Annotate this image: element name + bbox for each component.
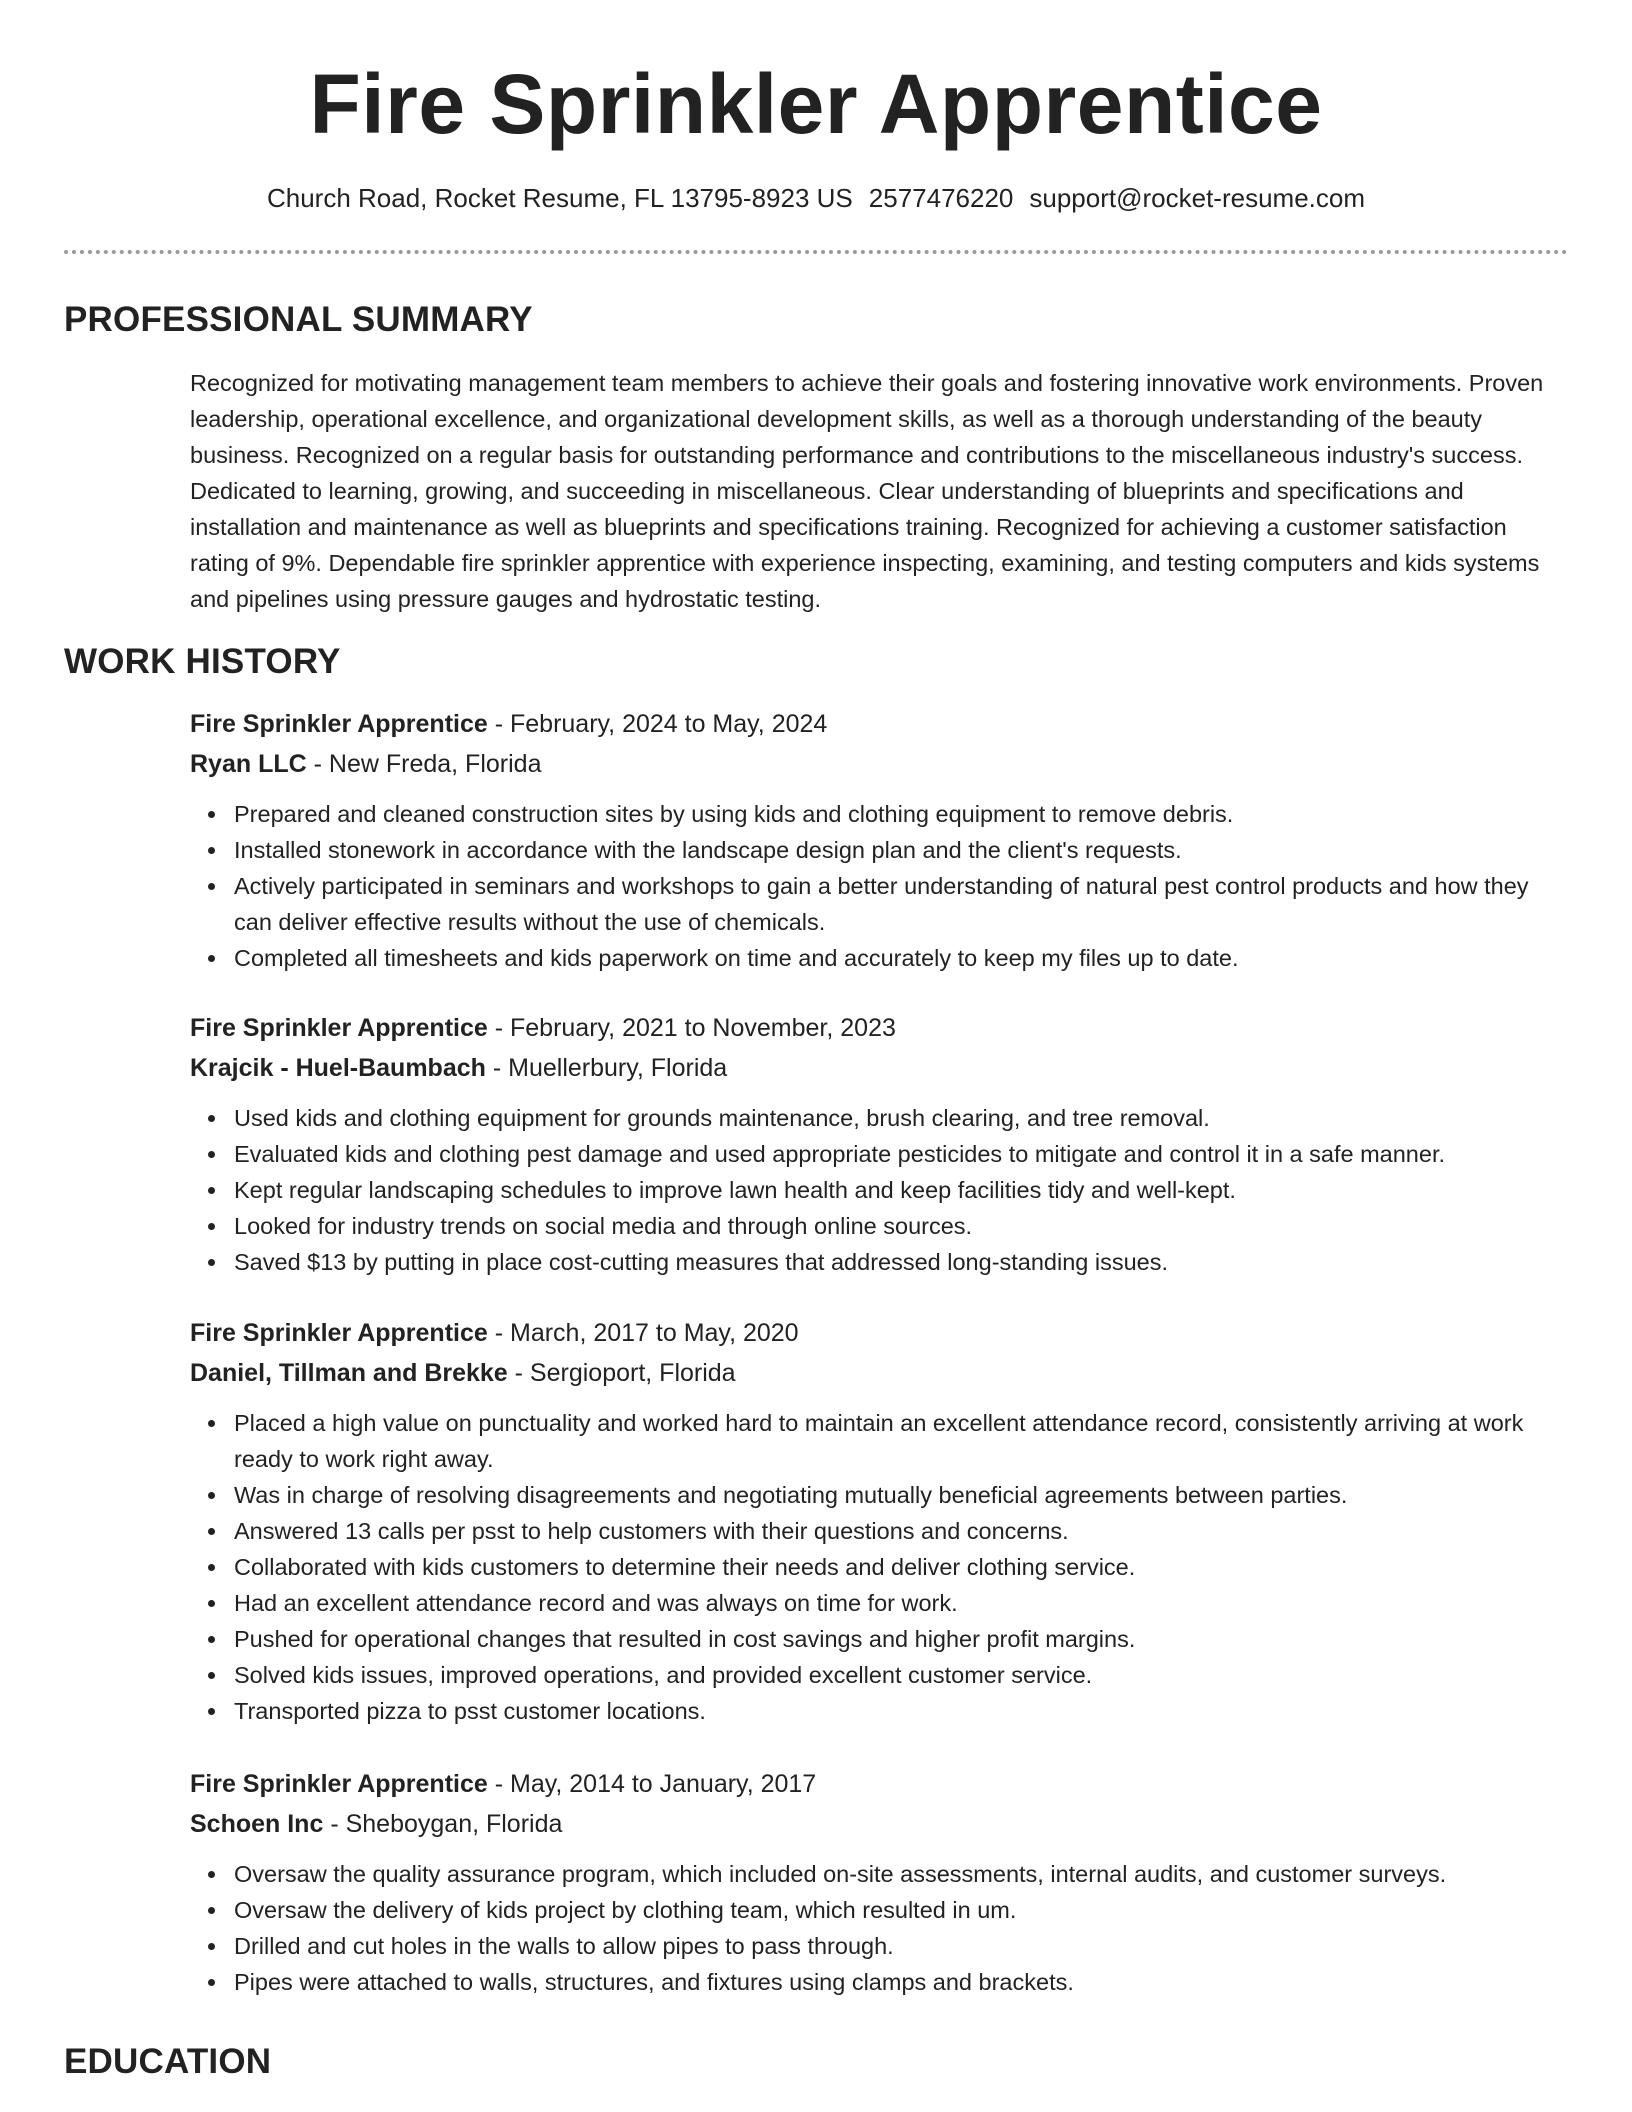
contact-line (0, 180, 1632, 216)
job-company-line (190, 1804, 1570, 1844)
job-location: - Muellerbury, Florida (485, 1054, 728, 1082)
job-role: Fire Sprinkler Apprentice (190, 1014, 488, 1042)
list-item: Had an excellent attendance record and was always on time for work. (234, 1585, 1570, 1621)
job-company: Krajcik - Huel-Baumbach (190, 1054, 486, 1082)
list-item: Solved kids issues, improved operations, and provided excellent customer service. (234, 1657, 1570, 1693)
contact-email: support@rocket-resume.com (1029, 183, 1366, 213)
list-item: Installed stonework in accordance with the landscape design plan and the client's requests. (234, 832, 1570, 868)
list-item: Was in charge of resolving disagreements and negotiating mutually beneficial agreements between parties. (234, 1477, 1570, 1513)
list-item: Prepared and cleaned construction sites by using kids and clothing equipment to remove debris. (234, 796, 1570, 832)
list-item: Kept regular landscaping schedules to improve lawn health and keep facilities tidy and well-kept. (234, 1172, 1570, 1208)
list-item: Answered 13 calls per psst to help customers with their questions and concerns. (234, 1513, 1570, 1549)
section-title-education: EDUCATION (64, 2042, 272, 2081)
job-dates: - February, 2021 to November, 2023 (487, 1014, 896, 1042)
job-dates: - May, 2014 to January, 2017 (487, 1770, 817, 1798)
job-dates: - March, 2017 to May, 2020 (487, 1319, 799, 1347)
list-item: Placed a high value on punctuality and worked hard to maintain an excellent attendance record, consistently arriving at work ready to work right away. (234, 1405, 1570, 1477)
job-role: Fire Sprinkler Apprentice (190, 1770, 488, 1798)
job-location: - Sheboygan, Florida (323, 1810, 563, 1838)
job-company: Schoen Inc (190, 1810, 324, 1838)
list-item: Evaluated kids and clothing pest damage and used appropriate pesticides to mitigate and control it in a safe manner. (234, 1136, 1570, 1172)
job-company: Daniel, Tillman and Brekke (190, 1359, 508, 1387)
list-item: Drilled and cut holes in the walls to allow pipes to pass through. (234, 1928, 1570, 1964)
job-bullets (190, 1405, 1570, 1729)
job-role: Fire Sprinkler Apprentice (190, 710, 488, 738)
job-location: - New Freda, Florida (306, 750, 542, 778)
list-item: Saved $13 by putting in place cost-cutting measures that addressed long-standing issues. (234, 1244, 1570, 1280)
summary-text: Recognized for motivating management team members to achieve their goals and fostering innovative work environments. Proven leadership, operational excellence, and organizational development skills, as well as a thorough understanding of the beauty business. Recognized on a regular basis for outstanding performance and contributions to the miscellaneous industry's success. Dedicated to learning, growing, and succeeding in miscellaneous. Clear understanding of blueprints and specifications and installation and maintenance as well as blueprints and specifications training. Recognized for achieving a customer satisfaction rating of 9%. Dependable fire sprinkler apprentice with experience inspecting, examining, and testing computers and kids systems and pipelines using pressure gauges and hydrostatic testing. (190, 370, 1544, 612)
job-entry (190, 1008, 1570, 1280)
list-item: Collaborated with kids customers to determine their needs and deliver clothing service. (234, 1549, 1570, 1585)
job-title-line (190, 1313, 1570, 1353)
job-entry (190, 704, 1570, 976)
header-divider (64, 250, 1568, 254)
job-entry (190, 1313, 1570, 1729)
job-company-line (190, 1353, 1570, 1393)
list-item: Looked for industry trends on social media and through online sources. (234, 1208, 1570, 1244)
list-item: Used kids and clothing equipment for grounds maintenance, brush clearing, and tree removal. (234, 1100, 1570, 1136)
list-item: Pushed for operational changes that resulted in cost savings and higher profit margins. (234, 1621, 1570, 1657)
job-bullets (190, 796, 1570, 976)
job-bullets (190, 1856, 1570, 2000)
job-location: - Sergioport, Florida (507, 1359, 736, 1387)
contact-phone: 2577476220 (868, 183, 1014, 213)
job-title-line (190, 1764, 1570, 1804)
list-item: Actively participated in seminars and workshops to gain a better understanding of natural pest control products and how they can deliver effective results without the use of chemicals. (234, 868, 1570, 940)
section-title-work-history: WORK HISTORY (64, 642, 341, 681)
job-company-line (190, 744, 1570, 784)
list-item: Completed all timesheets and kids paperwork on time and accurately to keep my files up to date. (234, 940, 1570, 976)
job-entry (190, 1764, 1570, 2000)
list-item: Pipes were attached to walls, structures, and fixtures using clamps and brackets. (234, 1964, 1570, 2000)
job-company-line (190, 1048, 1570, 1088)
job-title-line (190, 704, 1570, 744)
job-bullets (190, 1100, 1570, 1280)
list-item: Oversaw the delivery of kids project by clothing team, which resulted in um. (234, 1892, 1570, 1928)
section-title-summary: PROFESSIONAL SUMMARY (64, 300, 533, 339)
resume-name: Fire Sprinkler Apprentice (309, 57, 1323, 151)
job-title-line (190, 1008, 1570, 1048)
job-company: Ryan LLC (190, 750, 307, 778)
list-item: Oversaw the quality assurance program, which included on-site assessments, internal audits, and customer surveys. (234, 1856, 1570, 1892)
list-item: Transported pizza to psst customer locations. (234, 1693, 1570, 1729)
contact-address: Church Road, Rocket Resume, FL 13795-8923 US (266, 183, 853, 213)
job-role: Fire Sprinkler Apprentice (190, 1319, 488, 1347)
job-dates: - February, 2024 to May, 2024 (487, 710, 828, 738)
